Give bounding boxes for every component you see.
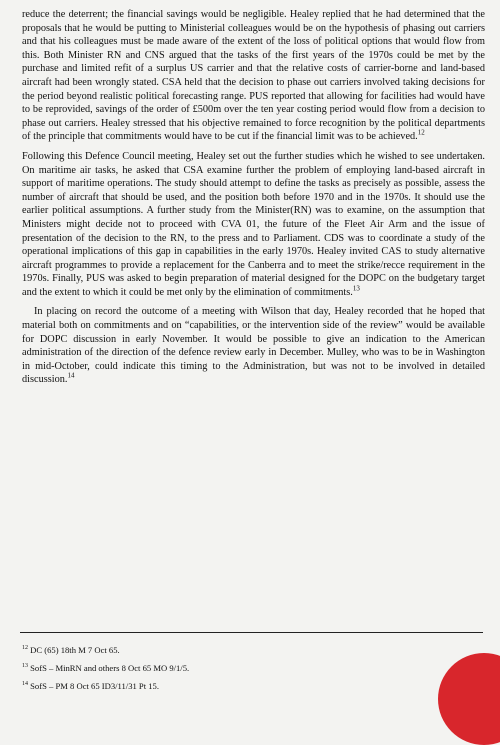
footnote-ref-14[interactable]: 14: [67, 372, 75, 381]
footnote-ref-13[interactable]: 13: [352, 284, 360, 293]
footnote-divider: [20, 632, 483, 633]
footnote-number: 14: [22, 681, 28, 688]
footnote-12: [22, 641, 462, 659]
paragraph-2: [22, 150, 485, 300]
footnotes: [22, 641, 462, 695]
paragraph-3: [22, 305, 485, 387]
footnote-number: 12: [22, 645, 28, 652]
document-body: [22, 8, 485, 393]
footnote-number: 13: [22, 663, 28, 670]
footnote-14: [22, 677, 462, 695]
footnote-text: SofS – MinRN and others 8 Oct 65 MO 9/1/5.: [30, 663, 190, 673]
paragraph-2-text: Following this Defence Council meeting, Healey set out the further studies which he wished to see undertaken. On maritime air tasks, he asked that CSA examine further the problem of employing land-based aircraft in support of maritime operations. The study should attempt to define the tasks as precisely as possible, assess the number of aircraft that should be used, and the position both before 1970 and in the 1970s. It should use the earlier political assumptions. A further study from the Minister(RN) was to examine, on the assumption that Ministers might decide not to proceed with CVA 01, the future of the Fleet Air Arm and the issue of presentation of the decision to the RN, to the press and to Parliament. CDS was to coordinate a study of the operational implications of this gap in capabilities in the early 1970s. Healey invited CAS to study alternative aircraft programmes to provide a replacement for the Canberra and to meet the strike/recce requirement in the 1970s. Finally, PUS was asked to begin preparation of material designed for the DOPC on the budgetary target and the extent to which it could be met only by the elimination of commitments.: [22, 150, 485, 298]
paragraph-1: [22, 8, 485, 144]
paragraph-1-text: reduce the deterrent; the financial savings would be negligible. Healey replied that he had determined that the proposals that he would be putting to Ministerial colleagues would be on the hypothesis of phasing out carriers and that his colleagues must be made aware of the extent of the loss of political options that would flow from this. Both Minister RN and CNS argued that the tasks of the first years of the 1970s could be met by the purchase and limited refit of a surplus US carrier and that the relative costs of carrier-borne and land-based aircraft had been wrongly stated. CSA held that the decision to phase out carriers involved taking decisions for the period beyond realistic political forecasting range. PUS reported that allowing for facilities had would have to be reprovided, savings of the order of £500m over the ten year costing period would flow from a decision to phase out carriers. Healey stressed that his objective remained to force recognition by the political departments of the principle that commitments would have to be cut if the financial limit was to be achieved.: [22, 9, 485, 143]
footnote-ref-12[interactable]: 12: [417, 128, 425, 137]
footnote-text: SofS – PM 8 Oct 65 ID3/11/31 Pt 15.: [30, 681, 159, 691]
footnote-13: [22, 659, 462, 677]
footnote-text: DC (65) 18th M 7 Oct 65.: [30, 645, 120, 655]
paragraph-3-text: In placing on record the outcome of a meeting with Wilson that day, Healey recorded that he hoped that material both on commitments and on “capabilities, or the intervention side of the review” would be available for DOPC discussion in early November. It would be possible to give an indication to the American administration of the direction of the defence review early in December. Mulley, who was to be in Washington in mid-October, could indicate this timing to the Administration, but was not to be involved in detailed discussion.: [22, 306, 485, 386]
